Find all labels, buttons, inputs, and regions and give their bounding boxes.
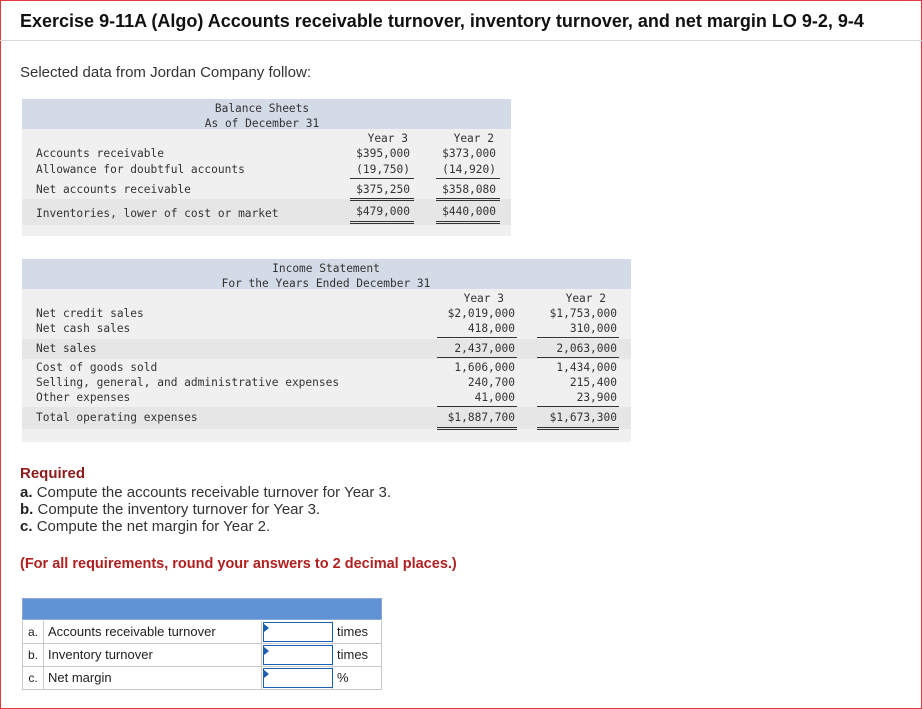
underline (437, 357, 517, 358)
balance-row-year2: (14,920) (442, 163, 496, 176)
balance-sheet-heading: Balance Sheets (214, 102, 310, 115)
income-row-year2: 1,434,000 (556, 361, 617, 374)
answer-letter: b. (23, 644, 44, 666)
balance-sheet-subheading: As of December 31 (204, 117, 320, 130)
double-underline (437, 427, 517, 430)
income-row-year3: 418,000 (467, 322, 515, 335)
income-row-year3: 240,700 (467, 376, 515, 389)
required-text: Compute the net margin for Year 2. (36, 518, 271, 535)
underline (537, 337, 619, 338)
required-text: Compute the inventory turnover for Year 3. (37, 501, 321, 518)
balance-sheet-col-year2: Year 2 (453, 132, 494, 145)
balance-row-year2: $373,000 (442, 147, 496, 160)
required-item (20, 501, 320, 518)
income-row-year3: 41,000 (474, 391, 515, 404)
balance-row-year3: $375,250 (356, 183, 410, 196)
double-underline (350, 198, 414, 201)
balance-row-label: Inventories, lower of cost or market (36, 207, 279, 220)
income-row-label: Total operating expenses (36, 411, 198, 424)
answer-letter: a. (23, 621, 44, 643)
underline (436, 178, 500, 179)
input-flag-icon (264, 670, 269, 678)
title-divider (0, 40, 922, 41)
answer-label: Inventory turnover (48, 647, 153, 662)
required-item (20, 518, 270, 535)
answer-letter: c. (23, 667, 44, 689)
income-row-label: Net cash sales (36, 322, 131, 335)
exercise-title: Exercise 9-11A (Algo) Accounts receivable turnover, inventory turnover, and net margin LO 9-2, 9-4 (20, 11, 864, 31)
income-row-year2: $1,673,300 (549, 411, 617, 424)
income-row-label: Net credit sales (36, 307, 144, 320)
required-letter: c. (20, 518, 33, 535)
income-row-label: Selling, general, and administrative expenses (36, 376, 340, 389)
answer-row (22, 644, 382, 667)
required-letter: a. (20, 484, 33, 501)
balance-sheet-panel (22, 99, 511, 236)
balance-row-year3: (19,750) (356, 163, 410, 176)
underline (437, 337, 517, 338)
income-row-label: Other expenses (36, 391, 131, 404)
income-row-year3: $1,887,700 (447, 411, 515, 424)
balance-sheet-col-year3: Year 3 (367, 132, 408, 145)
income-row-label: Cost of goods sold (36, 361, 158, 374)
balance-row-year2: $358,080 (442, 183, 496, 196)
answer-unit: % (337, 670, 349, 685)
income-row-label: Net sales (36, 342, 97, 355)
balance-row-label: Net accounts receivable (36, 183, 191, 196)
income-statement-subheading: For the Years Ended December 31 (221, 277, 431, 290)
answer-cell (261, 667, 333, 689)
income-row-year2: 23,900 (576, 391, 617, 404)
balance-row-label: Accounts receivable (36, 147, 164, 160)
double-underline (436, 221, 500, 224)
answer-label: Net margin (48, 670, 112, 685)
underline (537, 406, 619, 407)
income-row-year3: 1,606,000 (454, 361, 515, 374)
income-row-year3: 2,437,000 (454, 342, 515, 355)
rounding-note: (For all requirements, round your answers to 2 decimal places.) (20, 556, 457, 572)
income-statement-panel (22, 259, 631, 442)
answer-cell (261, 644, 333, 666)
net-margin-input[interactable] (263, 668, 333, 688)
input-flag-icon (264, 647, 269, 655)
balance-row-label: Allowance for doubtful accounts (36, 163, 245, 176)
required-item (20, 484, 391, 501)
required-text: Compute the accounts receivable turnover for Year 3. (36, 484, 392, 501)
balance-row-year3: $395,000 (356, 147, 410, 160)
balance-row-year3: $479,000 (356, 205, 410, 218)
answer-cell (261, 621, 333, 643)
accounts-receivable-turnover-input[interactable] (263, 622, 333, 642)
double-underline (436, 198, 500, 201)
income-col-year2: Year 2 (565, 292, 606, 305)
balance-row-year2: $440,000 (442, 205, 496, 218)
double-underline (537, 427, 619, 430)
income-statement-heading: Income Statement (272, 262, 380, 275)
income-row-year2: $1,753,000 (549, 307, 617, 320)
income-row-year2: 2,063,000 (556, 342, 617, 355)
answer-label: Accounts receivable turnover (48, 624, 216, 639)
answer-unit: times (337, 647, 369, 662)
answer-row (22, 621, 382, 644)
inventory-turnover-input[interactable] (263, 645, 333, 665)
income-row-year3: $2,019,000 (447, 307, 515, 320)
answer-row (22, 667, 382, 690)
underline (537, 357, 619, 358)
input-flag-icon (264, 624, 269, 632)
income-row-year2: 215,400 (569, 376, 617, 389)
intro-text: Selected data from Jordan Company follow: (20, 64, 311, 81)
answer-unit: times (337, 624, 369, 639)
underline (437, 406, 517, 407)
underline (350, 178, 414, 179)
double-underline (350, 221, 414, 224)
income-col-year3: Year 3 (463, 292, 504, 305)
required-letter: b. (20, 501, 34, 518)
income-row-year2: 310,000 (569, 322, 617, 335)
answer-table-header (22, 598, 382, 620)
required-heading: Required (20, 465, 86, 482)
